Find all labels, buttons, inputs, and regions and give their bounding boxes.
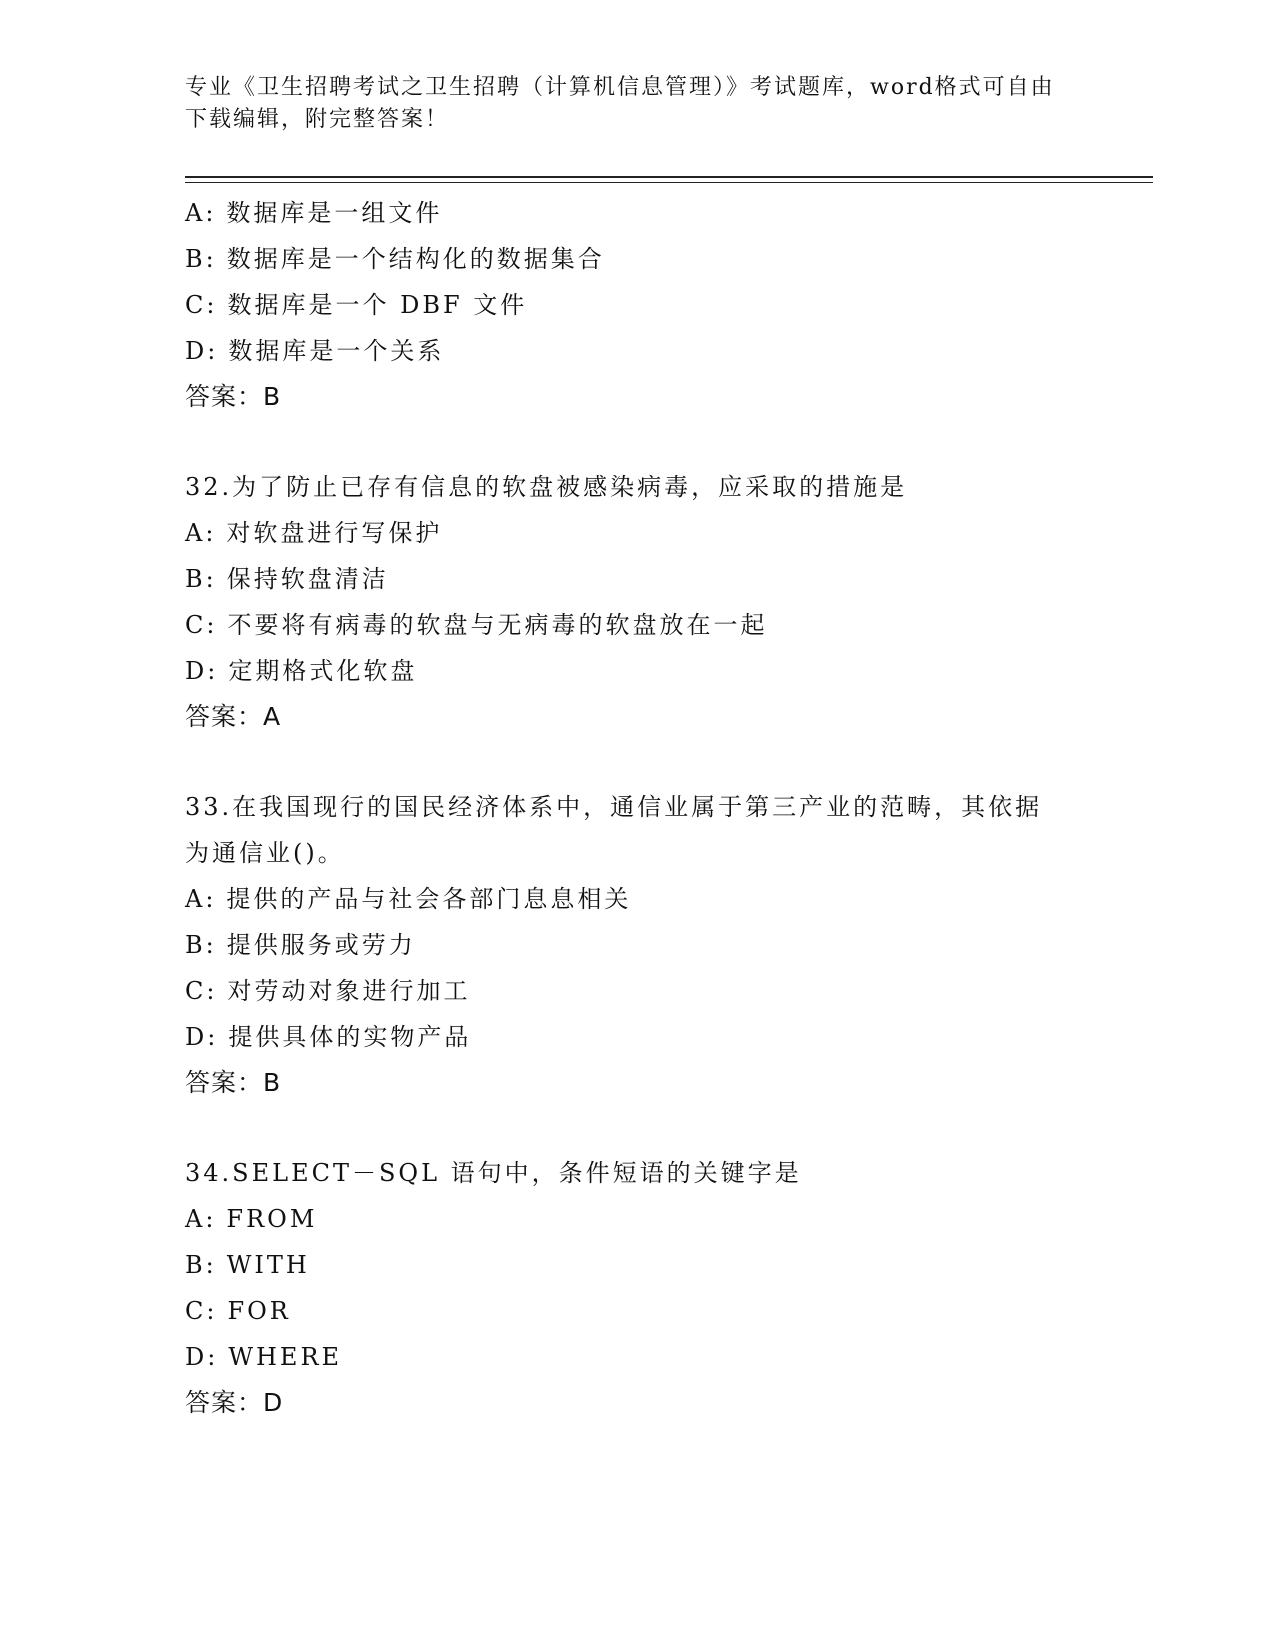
option-d: D: 提供具体的实物产品	[185, 1023, 472, 1051]
header-divider-thick	[185, 176, 1153, 178]
option-c: C: 数据库是一个 DBF 文件	[185, 291, 528, 319]
answer-line: 答案：D	[185, 1388, 284, 1417]
option-a: A: 对软盘进行写保护	[185, 519, 443, 547]
question-stem: 34.SELECT－SQL 语句中，条件短语的关键字是	[185, 1159, 802, 1187]
document-header: 专业《卫生招聘考试之卫生招聘（计算机信息管理）》考试题库，word格式可自由下载编辑，附完整答案！	[185, 75, 1055, 132]
option-b: B: 数据库是一个结构化的数据集合	[185, 245, 605, 273]
question-item	[185, 190, 1153, 420]
option-d: D: 定期格式化软盘	[185, 657, 418, 685]
option-b: B: WITH	[185, 1251, 310, 1279]
option-a: A: 提供的产品与社会各部门息息相关	[185, 885, 632, 913]
option-c: C: FOR	[185, 1297, 291, 1325]
option-b: B: 提供服务或劳力	[185, 931, 416, 959]
option-c: C: 对劳动对象进行加工	[185, 977, 471, 1005]
answer-line: 答案：B	[185, 382, 282, 411]
option-c: C: 不要将有病毒的软盘与无病毒的软盘放在一起	[185, 611, 768, 639]
question-list	[185, 190, 1153, 1426]
question-item	[185, 1150, 1153, 1426]
header-divider-thin	[185, 182, 1153, 183]
question-item	[185, 464, 1153, 740]
option-a: A: 数据库是一组文件	[185, 199, 443, 227]
answer-line: 答案：B	[185, 1068, 282, 1097]
option-d: D: WHERE	[185, 1343, 343, 1371]
question-item	[185, 784, 1153, 1106]
answer-line: 答案：A	[185, 702, 282, 731]
question-stem: 33.在我国现行的国民经济体系中，通信业属于第三产业的范畴，其依据为通信业()。	[185, 793, 1043, 867]
question-stem: 32.为了防止已存有信息的软盘被感染病毒，应采取的措施是	[185, 473, 908, 501]
option-d: D: 数据库是一个关系	[185, 337, 445, 365]
option-b: B: 保持软盘清洁	[185, 565, 389, 593]
option-a: A: FROM	[185, 1205, 318, 1233]
